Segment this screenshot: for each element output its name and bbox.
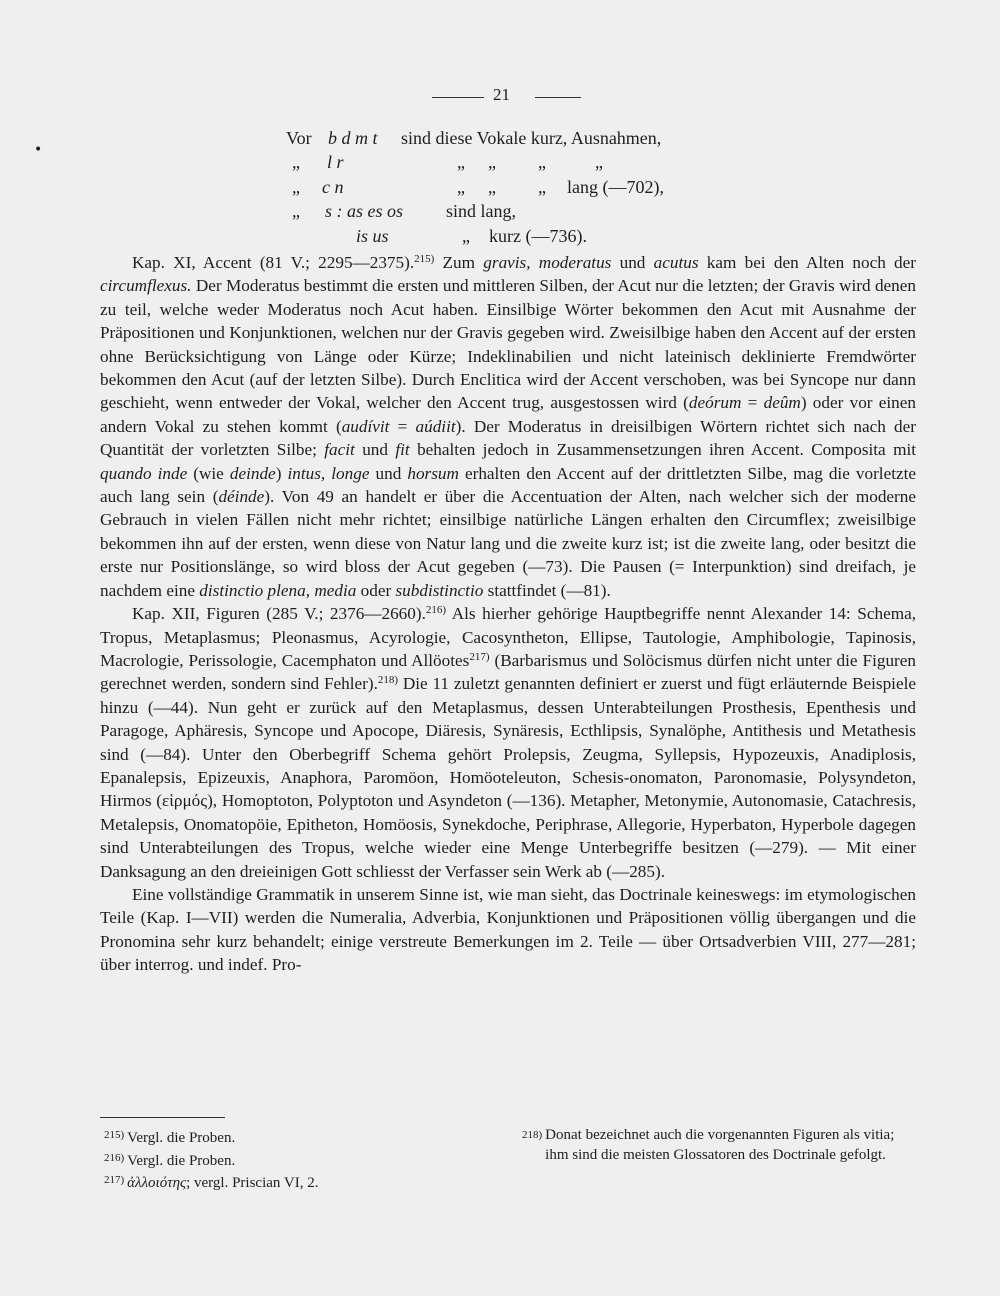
page-number: 21 [493, 85, 510, 104]
footnote-ref: 218) [377, 674, 399, 687]
footnote-ref: 217) [469, 650, 490, 663]
footnote-column-left [104, 1126, 404, 1194]
paragraph-summary: Eine vollständige Grammatik in unserem Sinne ist, wie man sieht, das Doctrinale keineswegs: im etymologischen Teile (Kap. I—VII) werden die Numeralia, Adverbia, Konjunktionen und Präpositionen völlig übergangen und die Pronomina sehr kurz behandelt; einige verstreute Bemerkungen im 2. Teile — über Ortsadverbien VIII, 277—281; über interrog. und indef. Pro- [100, 884, 916, 975]
footnote-ref: 215) [414, 253, 435, 265]
main-text [100, 251, 916, 977]
margin-mark: • [34, 142, 43, 158]
paragraph-figures: Kap. XII, Figuren (285 V.; 2376—2660).$^{216)}$ Als hierher gehörige Hauptbegriffe nennt Alexander 14: Schema, Tropus, Metaplasmus; Pleonasmus, Acyrologie, Cacosyntheton, Ellipse, Tautologie, Amphibologie, Tapinosis, Macrologie, Perissologie, Cacemphaton und Allöotes$^{217)}$ (Barbarismus und Solöcismus dürfen nicht unter die Figuren gerechnet werden, sondern sind Fehler).$^{218)}$ Die 11 zuletzt genannten definiert er zuerst und fügt erläuternde Beispiele hinzu (—44). Nun geht er zurück auf den Metaplasmus, dessen Unterabteilungen Prosthesis, Epenthesis und Paragoge, Aphäresis, Syncope und Apocope, Diäresis, Synäresis, Ecthlipsis, Synalöphe, Antithesis und Metathesis sind (—84). Unter den Oberbegriff Schema gehört Prolepsis, Zeugma, Syllepsis, Hypozeuxis, Anadiplosis, Epanalepsis, Epizeuxis, Anaphora, Paromöon, Homöoteleuton, Schesis-onomaton, Paronomasie, Polysyndeton, Hirmos (εἱρμός), Homoptoton, Polyptoton und Asyndeton (—136). Metapher, Metonymie, Autonomasie, Catachresis, Metalepsis, Onomatopöie, Epitheton, Homöosis, Synekdoche, Periphrase, Allegorie, Hyperbaton, Hyperbole dagegen sind Unterabteilungen des Tropus, welche wieder eine Menge Unterbegriffe besitzen (—279). — Mit einer Danksagung an den dreieinigen Gott schliesst der Verfasser sein Werk ab (—285). [100, 604, 917, 881]
footnote-separator [100, 1117, 225, 1118]
vowel-rule-line: is us „ kurz (—736). [356, 226, 587, 246]
page-header [0, 85, 1000, 107]
footnote-218: $^{218)}$ Donat bezeichnet auch die vorgenannten Figuren als vitia; ihm sind die meisten Glossatoren des Doctrinale gefolgt. [522, 1127, 895, 1163]
footnote-column-right [522, 1126, 922, 1165]
footnote-ref: 216) [425, 604, 447, 617]
footnote-216: $^{216)}$ Vergl. die Proben. [104, 1151, 236, 1169]
vowel-rule-line: „ s : as es os sind lang, [292, 201, 516, 221]
header-rule-right [535, 97, 581, 98]
vowel-rule-line: „ c n „ „ „ lang (—702), [292, 177, 664, 197]
header-rule-left [432, 97, 484, 98]
vowel-rule-line: „ l r „ „ „ „ [292, 152, 603, 172]
footnote-217: $^{217)}$ ἀλλοιότης; vergl. Priscian VI, 2. [104, 1174, 319, 1191]
vowel-rule-line: Vor b d m t sind diese Vokale kurz, Ausnahmen, [286, 128, 662, 148]
footnote-215: $^{215)}$ Vergl. die Proben. [104, 1129, 236, 1146]
paragraph-accent: Kap. XI, Accent (81 V.; 2295—2375).$^{215)}$ Zum gravis, moderatus und acutus kam bei den Alten noch der circumflexus. Der Moderatus bestimmt die ersten und mittleren Silben, der Acut nur die letzten; der Gravis wird denen zu teil, welche weder Moderatus noch Acut haben. Einsilbige Wörter bekommen den Acut mit Ausnahme der Präpositionen und Konjunktionen, welchen nur der Gravis gegeben wird. Zweisilbige haben den Accent auf der ersten ohne Berücksichtigung von Länge oder Kürze; Indeklinabilien und nicht lateinisch deklinierte Fremdwörter bekommen den Acut (auf der letzten Silbe). Durch Enclitica wird der Accent verschoben, was bei Syncope nur dann geschieht, wenn entweder der Vokal, welcher den Accent trug, ausgestossen wird (deórum = deûm) oder vor einen andern Vokal zu stehen kommt (audívit = aúdiit). Der Moderatus in dreisilbigen Wörtern richtet sich nach der Quantität der vorletzten Silbe; facit und fit behalten jedoch in Zusammensetzungen ihren Accent. Composita mit quando inde (wie deinde) intus, longe und horsum erhalten den Accent auf der drittletzten Silbe, mag die vorletzte auch lang sein (déinde). Von 49 an handelt er über die Accentuation der Alten, nach welcher sich der moderne Gebrauch in vielen Fällen nicht mehr richtet; einsilbige natürliche Längen erhalten den Circumflex; zweisilbige bekommen ihn auf der ersten, wenn diese von Natur lang und die zweite kurz ist; ist die zweite lang, oder besitzt die erste nur Positionslänge, so wird bloss der Acut gegeben (—73). Die Pausen (= Interpunktion) sind dreifach, je nachdem eine distinctio plena, media oder subdistinctio stattfindet (—81). [100, 253, 917, 600]
